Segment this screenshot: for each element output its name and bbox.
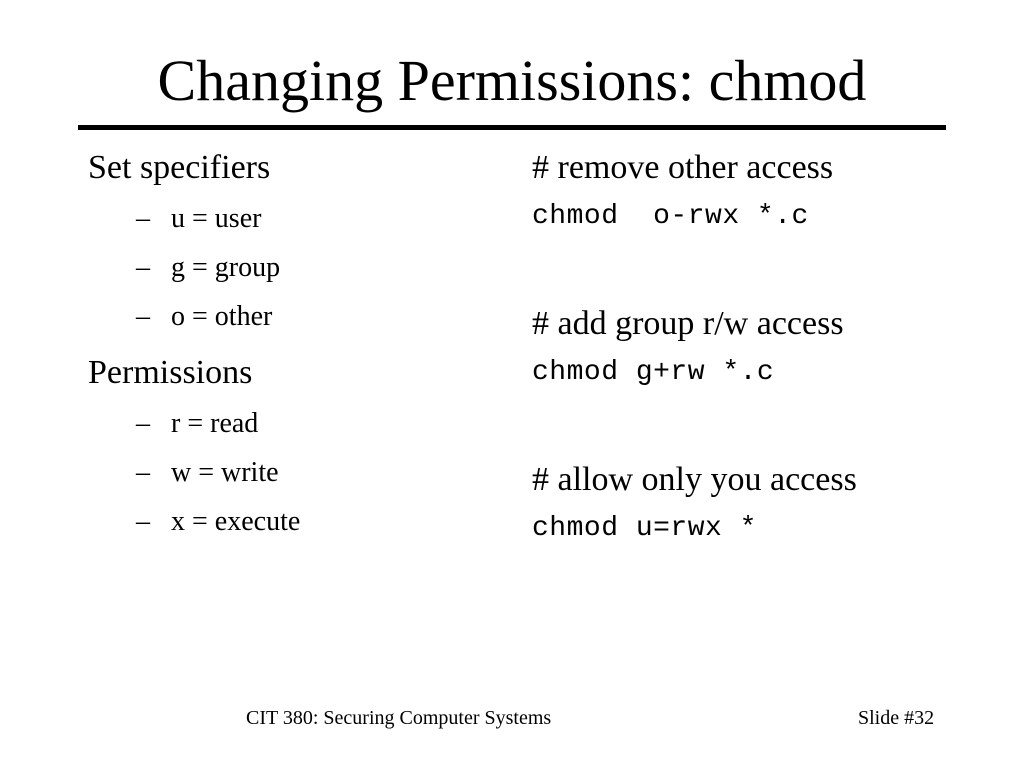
footer-slide-number: Slide #32 (858, 707, 935, 729)
dash-bullet: – (136, 457, 150, 488)
example-block (532, 458, 992, 556)
list-item (88, 497, 488, 546)
list-item-text: r = read (171, 408, 259, 439)
section-heading: Permissions (88, 354, 253, 391)
list-item-text: o = other (171, 301, 273, 332)
list-item (88, 194, 488, 243)
dash-bullet: – (136, 203, 150, 234)
example-command: chmod o-rwx *.c (532, 201, 809, 232)
left-column (88, 146, 488, 556)
section-heading: Set specifiers (88, 149, 271, 186)
slide-title: Changing Permissions: chmod (157, 48, 867, 113)
example-comment: # allow only you access (532, 461, 857, 498)
example-comment: # remove other access (532, 149, 834, 186)
dash-bullet: – (136, 301, 150, 332)
set-specifiers-section (88, 146, 488, 341)
permissions-section (88, 351, 488, 546)
list-item (88, 448, 488, 497)
footer-course: CIT 380: Securing Computer Systems (246, 707, 552, 729)
example-block (532, 146, 992, 244)
permission-list (88, 399, 488, 546)
list-item (88, 292, 488, 341)
right-column (532, 146, 992, 614)
example-command: chmod g+rw *.c (532, 357, 775, 388)
dash-bullet: – (136, 506, 150, 537)
list-item (88, 243, 488, 292)
list-item-text: u = user (171, 203, 262, 234)
title-divider (78, 125, 946, 130)
example-comment: # add group r/w access (532, 305, 844, 342)
dash-bullet: – (136, 408, 150, 439)
list-item-text: x = execute (171, 506, 301, 537)
dash-bullet: – (136, 252, 150, 283)
example-command: chmod u=rwx * (532, 513, 757, 544)
specifier-list (88, 194, 488, 341)
list-item-text: w = write (171, 457, 279, 488)
list-item-text: g = group (171, 252, 281, 283)
example-block (532, 302, 992, 400)
list-item (88, 399, 488, 448)
